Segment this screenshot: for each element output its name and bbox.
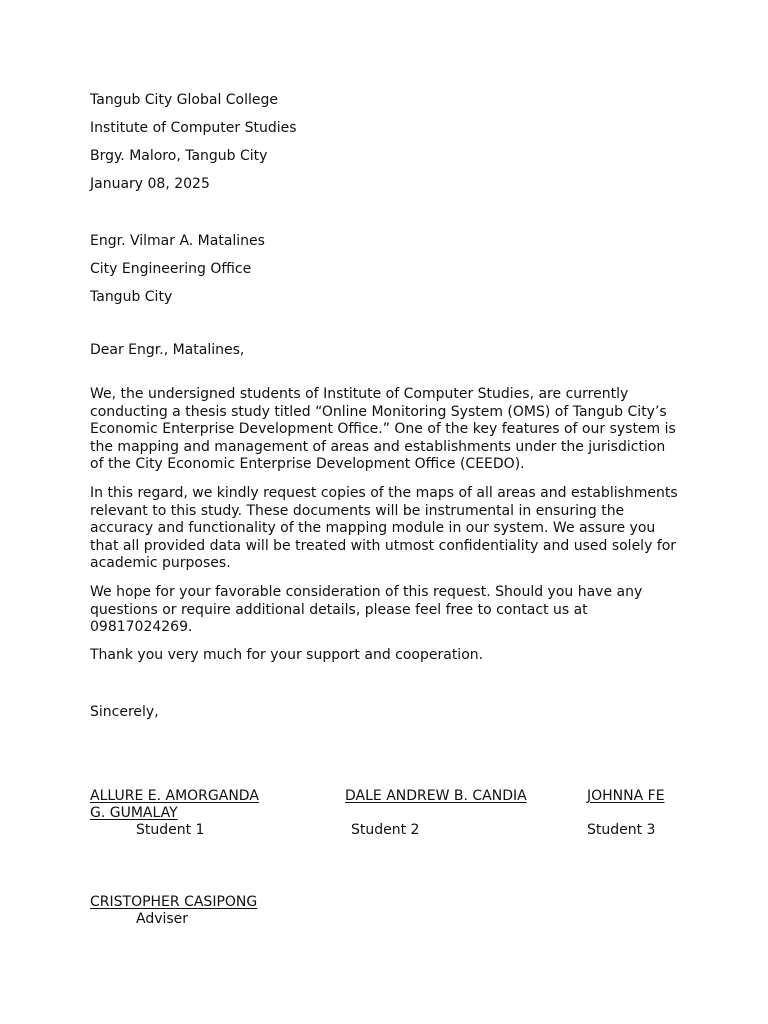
- student3-role: Student 3: [587, 822, 656, 838]
- adviser-role: Adviser: [136, 911, 189, 927]
- salutation: Dear Engr., Matalines,: [90, 342, 245, 358]
- student1-role: Student 1: [136, 822, 205, 838]
- sender-department: Institute of Computer Studies: [90, 120, 297, 136]
- sender-address: Brgy. Maloro, Tangub City: [90, 148, 268, 164]
- student3-name: JOHNNA FE: [587, 788, 665, 804]
- student1-name-line2: G. GUMALAY: [90, 805, 178, 821]
- recipient-office: City Engineering Office: [90, 261, 252, 277]
- body-paragraph-thanks: Thank you very much for your support and cooperation.: [90, 647, 484, 663]
- recipient-city: Tangub City: [90, 289, 173, 305]
- adviser-name: CRISTOPHER CASIPONG: [90, 894, 258, 910]
- body-paragraph-contact: We hope for your favorable consideration of this request. Should you have any questions or require additional details, please feel free to contact us at 09817024269.: [90, 584, 643, 636]
- student1-name-line1: ALLURE E. AMORGANDA: [90, 788, 259, 804]
- recipient-name: Engr. Vilmar A. Matalines: [90, 233, 265, 249]
- student2-name: DALE ANDREW B. CANDIA: [345, 788, 527, 804]
- closing: Sincerely,: [90, 704, 159, 720]
- sender-institution: Tangub City Global College: [90, 92, 279, 108]
- body-paragraph-intro: We, the undersigned students of Institute of Computer Studies, are currently conducting a thesis study titled “Online Monitoring System (OMS) of Tangub City’s Economic Enterprise Development Office.” One of the key features of our system is the mapping and management of areas and establishments under the jurisdiction of the City Economic Enterprise Development Office (CEEDO).: [90, 386, 676, 473]
- body-paragraph-request: In this regard, we kindly request copies of the maps of all areas and establishments relevant to this study. These documents will be instrumental in ensuring the accuracy and functionality of the mapping module in our system. We assure you that all provided data will be treated with utmost confidentiality and used solely for academic purposes.: [90, 485, 678, 572]
- letter-date: January 08, 2025: [90, 176, 210, 192]
- student2-role: Student 2: [351, 822, 420, 838]
